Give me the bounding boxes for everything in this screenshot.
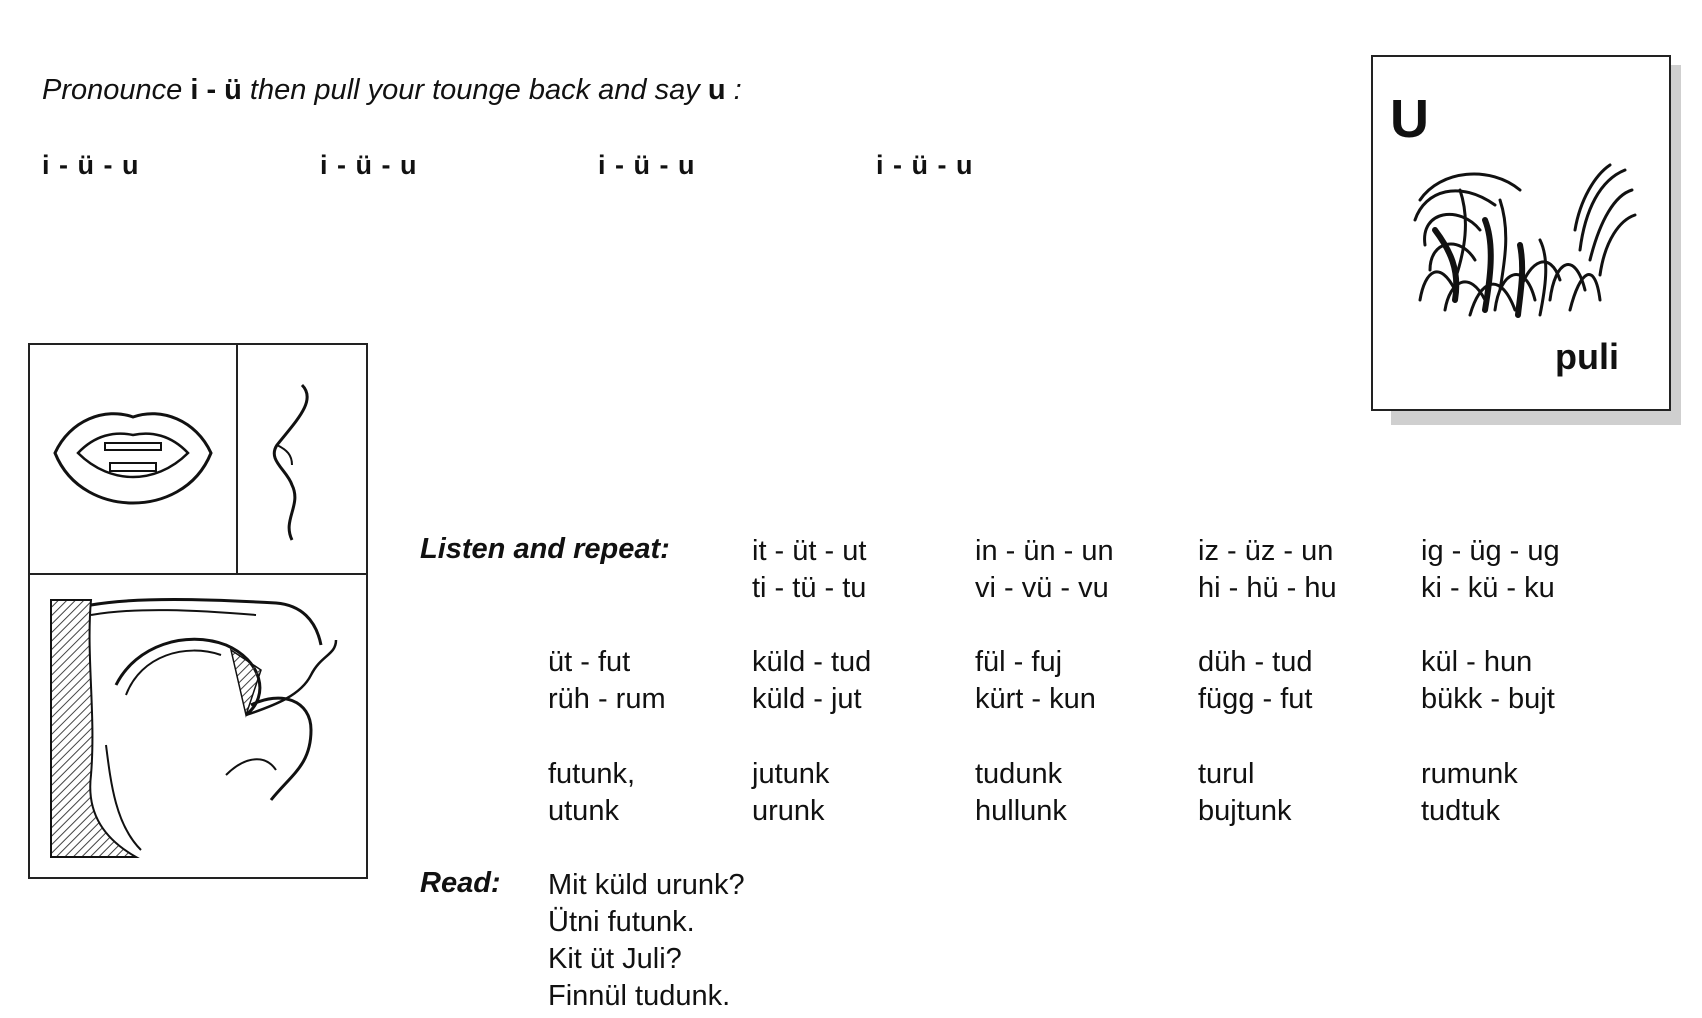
mouth-cross-section-icon: [46, 595, 351, 860]
words-col-1: [548, 756, 635, 830]
pair-item: kül - hun: [1421, 646, 1533, 678]
pair-item: fül - fuj: [975, 646, 1063, 678]
instruction-bold2: u: [707, 74, 726, 106]
read-sentence: Ütni futunk.: [548, 906, 695, 938]
listen-label: Listen and repeat:: [420, 533, 670, 565]
drill-1: i - ü - u: [42, 150, 140, 180]
words-col-3: [975, 756, 1067, 830]
open-lips-front-icon: [50, 395, 216, 510]
read-sentence: Finnül tudunk.: [548, 980, 731, 1012]
instruction-part3: :: [725, 74, 742, 106]
read-sentence: Kit üt Juli?: [548, 943, 682, 975]
words-col-5: [1421, 756, 1518, 830]
word-item: jutunk: [752, 758, 830, 790]
card-word: puli: [1555, 336, 1619, 377]
listen-item: in - ün - un: [975, 535, 1114, 567]
pair-item: függ - fut: [1198, 683, 1313, 715]
instruction-bold1: i - ü: [190, 74, 242, 106]
word-item: rumunk: [1421, 758, 1518, 790]
listen-item: hi - hü - hu: [1198, 572, 1337, 604]
read-label: Read:: [420, 867, 501, 899]
listen-item: iz - üz - un: [1198, 535, 1334, 567]
word-item: turul: [1198, 758, 1255, 790]
words-col-4: [1198, 756, 1292, 830]
word-item: tudunk: [975, 758, 1063, 790]
read-sentence: Mit küld urunk?: [548, 869, 745, 901]
listen-col-1: [752, 533, 866, 607]
lip-profile-icon: [262, 380, 332, 550]
word-item: tudtuk: [1421, 795, 1500, 827]
drill-4: i - ü - u: [876, 150, 974, 180]
pair-item: düh - tud: [1198, 646, 1313, 678]
instruction-text: [42, 74, 742, 107]
word-item: hullunk: [975, 795, 1067, 827]
listen-item: vi - vü - vu: [975, 572, 1109, 604]
puli-dog-icon: [1400, 150, 1640, 330]
instruction-part2: then pull your tounge back and say: [241, 74, 708, 106]
word-item: utunk: [548, 795, 619, 827]
listen-item: it - üt - ut: [752, 535, 867, 567]
card-letter: U: [1390, 89, 1429, 149]
drill-2: i - ü - u: [320, 150, 418, 180]
pair-item: üt - fut: [548, 646, 631, 678]
listen-item: ig - üg - ug: [1421, 535, 1560, 567]
word-item: bujtunk: [1198, 795, 1292, 827]
pairs-col-2: [752, 644, 871, 718]
read-sentences: [548, 867, 745, 1015]
word-item: futunk,: [548, 758, 636, 790]
words-col-2: [752, 756, 829, 830]
pair-item: küld - tud: [752, 646, 872, 678]
word-item: urunk: [752, 795, 825, 827]
pair-item: kürt - kun: [975, 683, 1096, 715]
instruction-part1: Pronounce: [42, 74, 191, 106]
drill-3: i - ü - u: [598, 150, 696, 180]
diagram-divider-vertical: [236, 343, 238, 573]
listen-col-3: [1198, 533, 1337, 607]
listen-col-4: [1421, 533, 1560, 607]
pairs-col-1: [548, 644, 666, 718]
pairs-col-4: [1198, 644, 1312, 718]
pairs-col-3: [975, 644, 1096, 718]
pair-item: bükk - bujt: [1421, 683, 1555, 715]
listen-col-2: [975, 533, 1114, 607]
pair-item: rüh - rum: [548, 683, 666, 715]
listen-item: ki - kü - ku: [1421, 572, 1555, 604]
diagram-divider-horizontal: [28, 573, 366, 575]
listen-item: ti - tü - tu: [752, 572, 867, 604]
pair-item: küld - jut: [752, 683, 862, 715]
pairs-col-5: [1421, 644, 1555, 718]
